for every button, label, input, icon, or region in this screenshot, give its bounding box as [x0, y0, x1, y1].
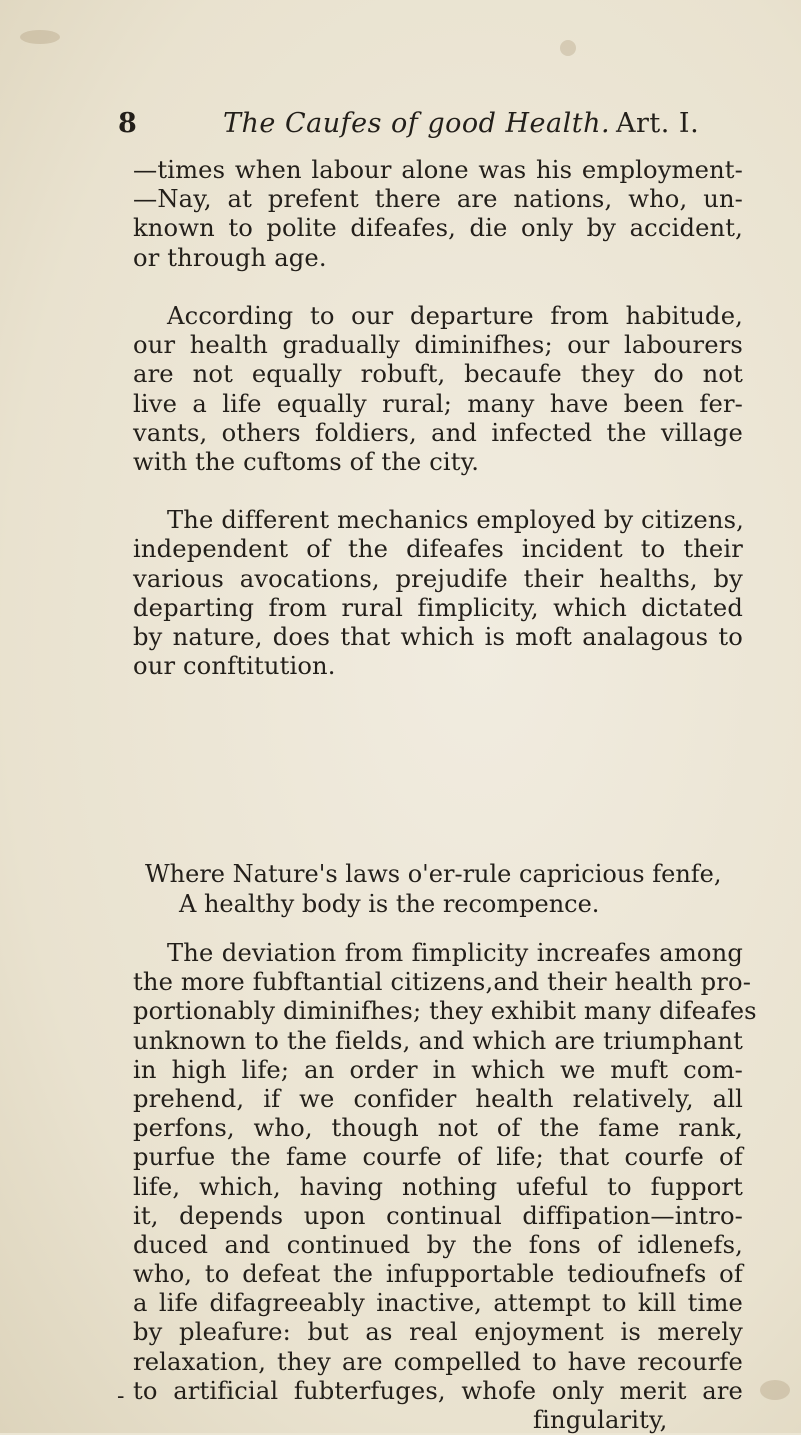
text-line: life, which, having nothing ufeful to fupport	[133, 1172, 743, 1201]
text-line: it, depends upon continual diffipation—intro-	[133, 1201, 743, 1230]
text-line: our conftitution.	[133, 652, 336, 681]
text-line: —times when labour alone was his employment-	[133, 156, 743, 184]
running-title: The Caufes of good Health.	[223, 108, 611, 139]
paragraph-gap	[133, 477, 743, 506]
paper-stain	[760, 1380, 790, 1400]
text-line: prehend, if we confider health relatively, all	[133, 1084, 743, 1113]
text-line: various avocations, prejudife their healths, by	[133, 564, 743, 593]
paragraph-gap	[133, 273, 743, 302]
text-line: independent of the difeafes incident to their	[133, 535, 743, 564]
text-line: in high life; an order in which we muft com-	[133, 1055, 743, 1084]
text-line: The deviation from fimplicity increafes among	[167, 939, 743, 967]
verse-quotation	[145, 859, 745, 919]
text-line: to artificial fubterfuges, whofe only merit are	[133, 1376, 743, 1405]
running-header	[118, 108, 758, 144]
text-line: The different mechanics employed by citizens,	[167, 506, 745, 535]
text-line: known to polite difeafes, die only by accident,	[133, 214, 743, 243]
text-line: by nature, does that which is moft analagous to	[133, 623, 743, 651]
text-line: departing from rural fimplicity, which dictated	[133, 593, 743, 622]
text-line: the more fubftantial citizens,and their health pro-	[133, 968, 752, 997]
text-line: or through age.	[133, 243, 327, 272]
body-text-continued	[133, 939, 757, 1435]
text-line: —Nay, at prefent there are nations, who, un-	[133, 185, 743, 214]
text-line: live a life equally rural; many have been fer-	[133, 389, 743, 418]
text-line: relaxation, they are compelled to have recourfe	[133, 1347, 743, 1376]
text-line: duced and continued by the fons of idlenefs,	[133, 1230, 743, 1259]
verse-line: A healthy body is the recompence.	[179, 890, 600, 918]
text-line: purfue the fame courfe of life; that courfe of	[133, 1143, 743, 1172]
margin-mark: -	[117, 1384, 125, 1409]
text-line: vants, others foldiers, and infected the village	[133, 418, 743, 447]
text-line: our health gradually diminifhes; our labourers	[133, 331, 743, 360]
text-line: who, to defeat the infupportable tedioufnefs of	[133, 1260, 743, 1289]
paper-stain	[560, 40, 576, 56]
text-line: perfons, who, though not of the fame rank,	[133, 1114, 743, 1143]
text-line: According to our departure from habitude,	[167, 301, 743, 330]
text-line: portionably diminifhes; they exhibit many difeafes	[133, 997, 757, 1026]
text-line: are not equally robuft, becaufe they do not	[133, 360, 743, 389]
page-number: 8	[118, 108, 137, 139]
text-line: by pleafure: but as real enjoyment is merely	[133, 1318, 743, 1347]
article-label: Art. I.	[616, 108, 700, 139]
text-line: with the cuftoms of the city.	[133, 447, 480, 476]
text-line: a life difagreeably inactive, attempt to kill time	[133, 1289, 743, 1318]
body-text	[133, 156, 743, 681]
paper-stain	[20, 30, 60, 44]
text-line: unknown to the fields, and which are triumphant	[133, 1026, 743, 1055]
verse-line: Where Nature's laws o'er-rule capricious fenfe,	[145, 860, 722, 888]
catchword: fingularity,	[533, 1406, 668, 1434]
